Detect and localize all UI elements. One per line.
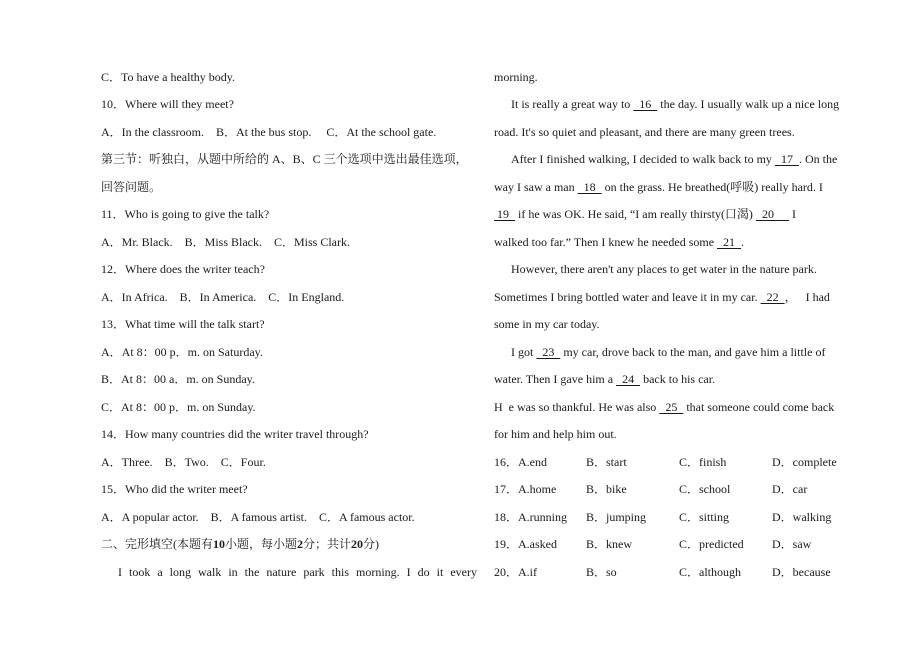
passage-line-2: road. It's so quiet and pleasant, and there are many green trees. [494,125,795,139]
passage-line-3 [511,152,837,166]
option-18-c: C．sitting [679,510,730,524]
q11-options: A．Mr. Black. B．Miss Black. C．Miss Clark. [101,235,351,249]
part2-heading [101,537,379,551]
passage-line-4 [494,180,823,194]
option-18-d: D．walking [772,510,832,524]
q13-question: 13．What time will the talk start? [101,317,265,331]
option-19-d: D．saw [772,537,812,551]
option-17-d: D．car [772,482,808,496]
passage-line-9: some in my car today. [494,317,600,331]
part2-heading-post: 分) [363,537,380,551]
section3-instruction-2: 回答问题。 [101,180,162,194]
option-16-b: B．start [586,455,627,469]
blank-17: 17 [774,152,799,166]
blank-20: 20 [755,207,789,221]
q14-options: A．Three. B．Two. C．Four. [101,455,266,469]
passage-text: the day. I usually walk up a nice long [657,97,840,111]
blank-22: 22 [760,290,785,304]
passage-text: ， I had [784,290,830,304]
q12-question: 12．Where does the writer teach? [101,262,265,276]
part2-question-count: 10 [213,537,225,551]
passage-text: walked too far.” Then I knew he needed some [494,235,718,249]
passage-text: H e was so thankful. He was also [494,400,660,414]
passage-line-5 [494,207,796,221]
passage-line-11 [494,372,715,386]
option-16-d: D．complete [772,455,837,469]
passage-text: my car, drove back to the man, and gave him a little of [560,345,826,359]
section3-instruction-1: 第三节：听独白，从题中所给的 A、B、C 三个选项中选出最佳选项， [101,152,468,166]
part2-points-each: 2 [297,537,304,551]
option-17-a: 17．A.home [494,482,557,496]
option-20-a: 20．A.if [494,565,537,579]
passage-line-8 [494,290,830,304]
passage-text: that someone could come back [683,400,835,414]
option-20-c: C．although [679,565,741,579]
passage-line-0: morning. [494,70,538,84]
q10-options: A．In the classroom. B．At the bus stop. C．At the school gate. [101,125,437,139]
q13-option-b: B．At 8：00 a．m. on Sunday. [101,372,255,386]
q15-question: 15．Who did the writer meet? [101,482,248,496]
option-19-a: 19．A.asked [494,537,557,551]
blank-24: 24 [616,372,641,386]
option-17-b: B．bike [586,482,627,496]
blank-16: 16 [633,97,658,111]
blank-21: 21 [717,235,742,249]
q11-question: 11．Who is going to give the talk? [101,207,270,221]
passage-line-7: However, there aren't any places to get water in the nature park. [511,262,817,276]
passage-text: It is really a great way to [511,97,634,111]
q10-question: 10．Where will they meet? [101,97,234,111]
part2-heading-pre: 二、完形填空(本题有 [101,537,213,551]
q12-options: A．In Africa. B．In America. C．In England. [101,290,345,304]
option-18-b: B．jumping [586,510,647,524]
option-20-d: D．because [772,565,831,579]
passage-text: if he was OK. He said, “I am really thirsty(口渴) [515,207,756,221]
option-18-a: 18．A.running [494,510,567,524]
blank-25: 25 [659,400,684,414]
blank-23: 23 [536,345,561,359]
passage-line-1 [511,97,839,111]
option-16-c: C．finish [679,455,727,469]
q13-option-a: A．At 8：00 p．m. on Saturday. [101,345,263,359]
passage-text: . On the [798,152,838,166]
part2-points-total: 20 [351,537,364,551]
passage-text: back to his car. [640,372,716,386]
passage-line-13: for him and help him out. [494,427,617,441]
passage-line-12 [494,400,834,414]
q14-question: 14．How many countries did the writer travel through? [101,427,369,441]
passage-text: water. Then I gave him a [494,372,617,386]
passage-text: I got [511,345,537,359]
part2-heading-mid2: 分；共计 [303,537,352,551]
passage-text: After I finished walking, I decided to walk back to my [511,152,775,166]
q13-option-c: C．At 8：00 p．m. on Sunday. [101,400,256,414]
passage-text: on the grass. He breathed(呼吸) really hard. I [601,180,823,194]
option-16-a: 16．A.end [494,455,547,469]
passage-text: way I saw a man [494,180,578,194]
part2-heading-mid1: 小题，每小题 [225,537,298,551]
option-17-c: C．school [679,482,731,496]
q15-options: A．A popular actor. B．A famous artist. C．A famous actor. [101,510,415,524]
passage-text: Sometimes I bring bottled water and leave it in my car. [494,290,761,304]
blank-19: 19 [494,207,515,221]
passage-line-6 [494,235,744,249]
passage-line-10 [511,345,825,359]
passage-text: I [788,207,796,221]
q9-option-c: C．To have a healthy body. [101,70,236,84]
blank-18: 18 [577,180,602,194]
option-19-c: C．predicted [679,537,744,551]
option-19-b: B．knew [586,537,632,551]
passage-text: . [741,235,745,249]
passage-first-line: I took a long walk in the nature park this morning. I do it every [118,565,477,579]
option-20-b: B．so [586,565,617,579]
